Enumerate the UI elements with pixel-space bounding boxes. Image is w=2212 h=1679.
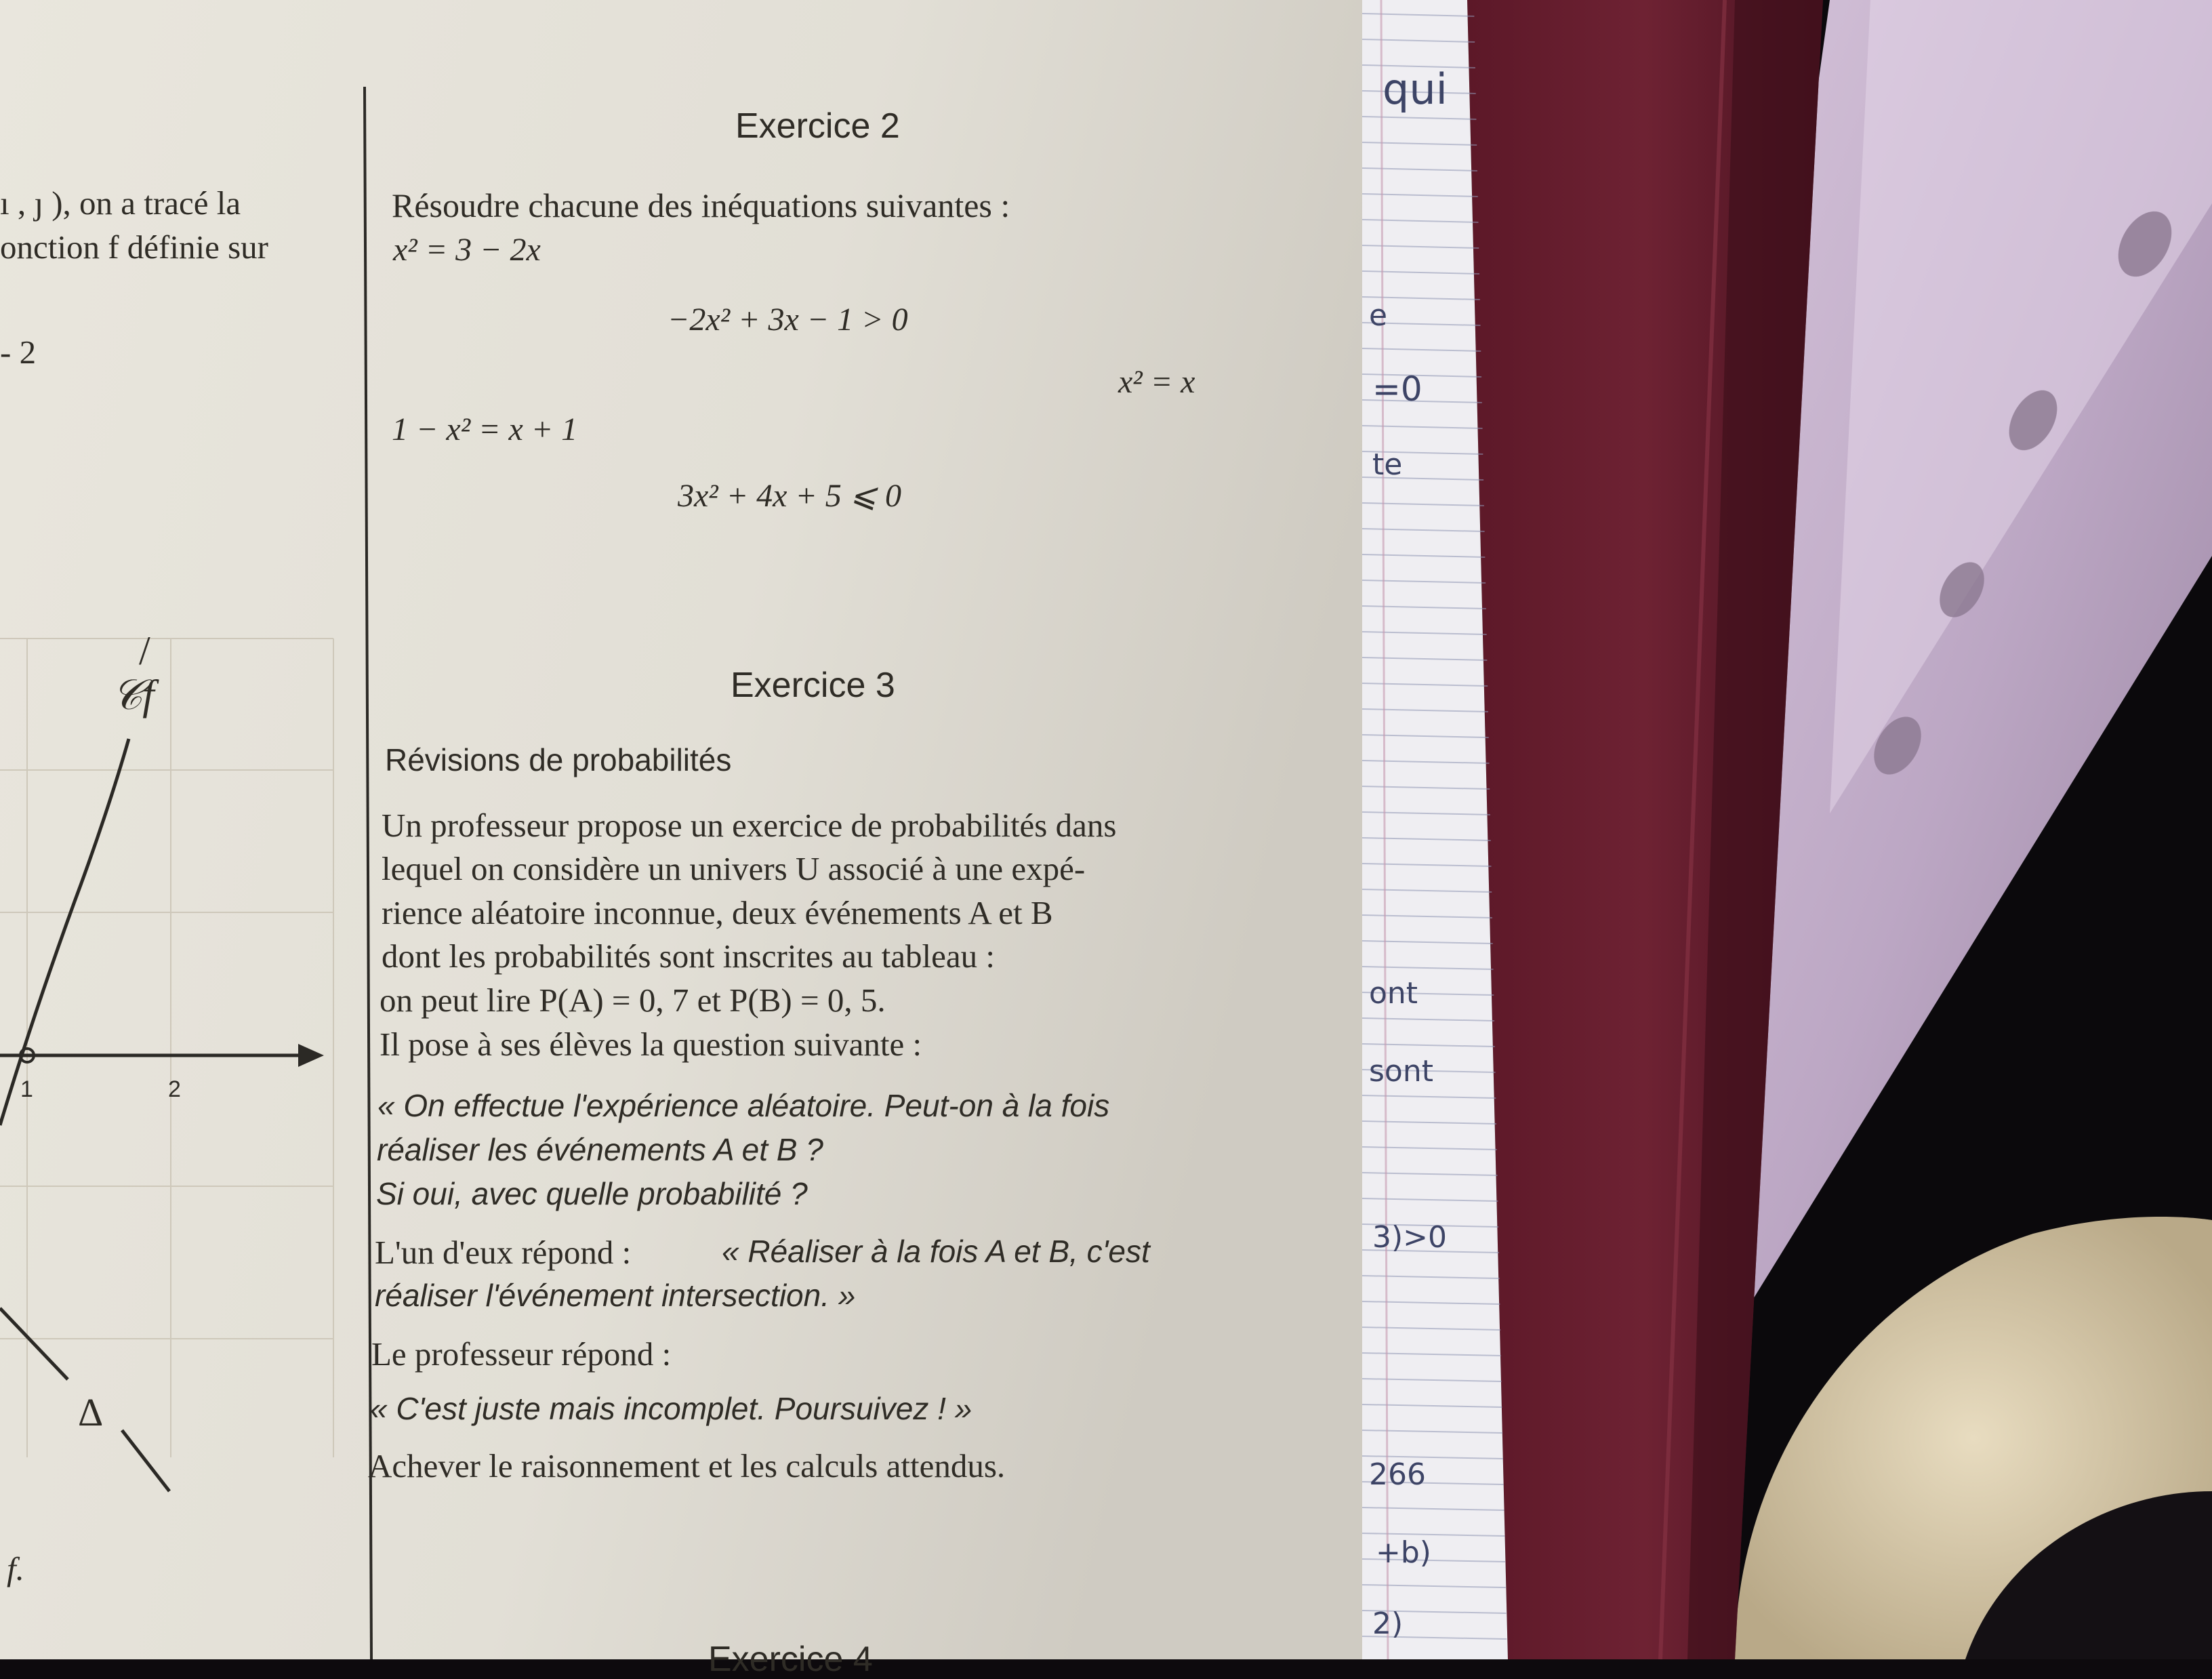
exercice-3-para-line-5: on peut lire P(A) = 0, 7 et P(B) = 0, 5. <box>380 982 886 1019</box>
handwriting-note: 266 <box>1369 1457 1426 1492</box>
axis-tick-2: 2 <box>168 1076 181 1102</box>
curve-label: 𝒞f <box>112 672 155 719</box>
exercice-3-title: Exercice 3 <box>731 666 895 705</box>
inequation-4: 1 − x² = x + 1 <box>392 411 578 447</box>
professor-intro: Le professeur répond : <box>371 1335 672 1373</box>
answer-intro: L'un d'eux répond : <box>375 1234 632 1271</box>
inequation-3: x² = x <box>1118 364 1195 400</box>
inequation-2: −2x² + 3x − 1 > 0 <box>668 302 908 338</box>
inequation-1: x² = 3 − 2x <box>393 232 541 268</box>
final-instruction: Achever le raisonnement et les calculs attendus. <box>368 1447 1006 1484</box>
handwriting-note: 3)>0 <box>1372 1220 1448 1255</box>
handwriting-note: te <box>1372 447 1403 482</box>
question-line-3: Si oui, avec quelle probabilité ? <box>376 1176 808 1211</box>
axis-tick-1: 1 <box>20 1076 33 1102</box>
handwriting-note: sont <box>1369 1054 1433 1089</box>
exercice-3-para-line-6: Il pose à ses élèves la question suivante : <box>380 1026 922 1063</box>
exercice-3-para-line-2: lequel on considère un univers U associé à une expé- <box>382 850 1086 887</box>
left-text-bottom: f. <box>7 1550 24 1587</box>
left-text-line-1: ı , ȷ ), on a tracé la <box>0 184 241 222</box>
exercice-2-title: Exercice 2 <box>735 106 900 146</box>
answer-quote-line-2: réaliser l'événement intersection. » <box>375 1278 856 1313</box>
exercice-3-para-line-1: Un professeur propose un exercice de probabilités dans <box>382 807 1117 844</box>
handwriting-note: ont <box>1369 976 1418 1011</box>
inequation-5: 3x² + 4x + 5 ⩽ 0 <box>678 478 901 514</box>
handwriting-note: =0 <box>1372 369 1422 409</box>
question-line-1: « On effectue l'expérience aléatoire. Peut-on à la fois <box>377 1088 1110 1123</box>
exercice-4-title-cut: Exercice 4 <box>708 1640 873 1679</box>
handwriting-note: e <box>1369 298 1388 333</box>
curve-tick-mark: / <box>139 628 150 673</box>
left-text-line-3: - 2 <box>0 333 37 371</box>
exercice-3-subtitle: Révisions de probabilités <box>385 742 732 777</box>
answer-quote-line-1: « Réaliser à la fois A et B, c'est <box>722 1234 1150 1269</box>
handwriting-note: qui <box>1382 64 1448 114</box>
exercice-3-para-line-4: dont les probabilités sont inscrites au tableau : <box>382 937 995 975</box>
delta-label: Δ <box>78 1390 104 1434</box>
handwriting-note: +b) <box>1376 1535 1431 1570</box>
exercice-3-para-line-3: rience aléatoire inconnue, deux événements A et B <box>382 894 1053 931</box>
question-line-2: réaliser les événements A et B ? <box>377 1132 823 1167</box>
exercice-2-instruction: Résoudre chacune des inéquations suivantes : <box>392 186 1010 224</box>
professor-quote: « C'est juste mais incomplet. Poursuivez ! » <box>370 1391 972 1426</box>
left-text-line-2: onction f définie sur <box>0 228 268 266</box>
handwriting-note: 2) <box>1372 1606 1404 1641</box>
